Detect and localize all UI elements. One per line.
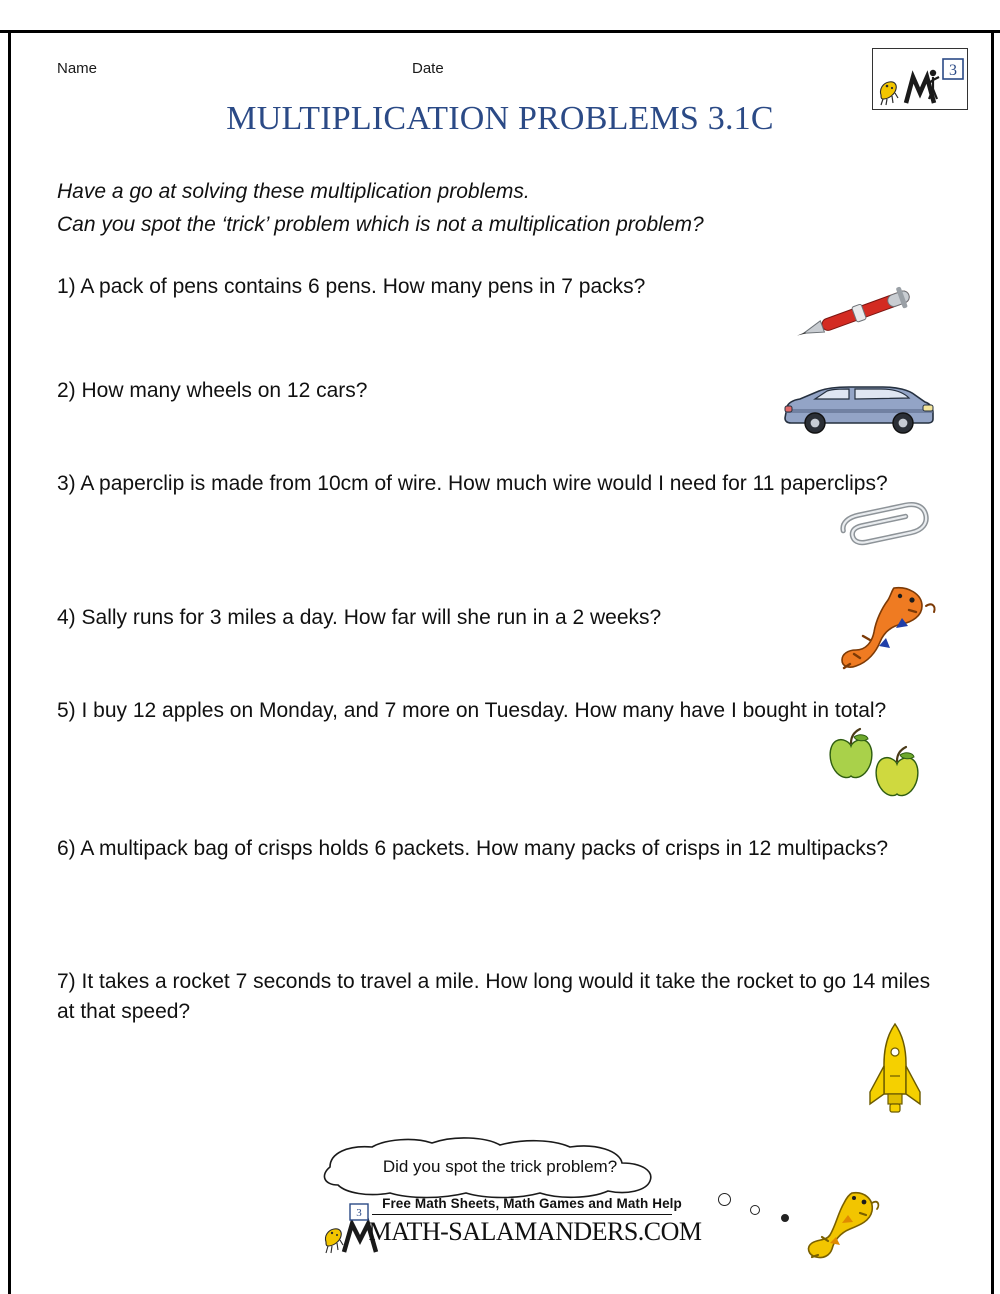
footer-tagline: Free Math Sheets, Math Games and Math Help [382,1196,682,1211]
problem-item: 6) A multipack bag of crisps holds 6 packets. How many packs of crisps in 12 multipacks? [57,837,889,860]
problem-item: 4) Sally runs for 3 miles a day. How far will she run in a 2 weeks? [57,606,662,629]
instruction-line-1: Have a go at solving these multiplication problems. [57,180,530,203]
problem-item: 3) A paperclip is made from 10cm of wire. How much wire would I need for 11 paperclips? [57,472,888,495]
paperclip-icon [830,500,940,560]
bubble-dot-medium [750,1205,760,1215]
speech-bubble-icon [290,1137,710,1199]
pen-icon [790,272,940,352]
rocket-icon [850,1020,940,1120]
lizard-icon [830,580,940,680]
page-border-top [0,30,1000,33]
footer-divider [372,1214,672,1215]
svg-text:3: 3 [356,1207,362,1219]
instructions [57,176,937,241]
name-label: Name [57,60,98,77]
footer [320,1196,720,1247]
apples-icon [810,715,945,805]
salamander-logo-svg [873,49,969,111]
date-label: Date [412,60,444,77]
problem-item: 1) A pack of pens contains 6 pens. How many pens in 7 packs? [57,275,646,298]
car-icon [775,378,940,438]
svg-text:3: 3 [949,62,957,79]
speech-bubble-text: Did you spot the trick problem? [382,1157,618,1176]
problem-item: 2) How many wheels on 12 cars? [57,379,368,402]
footer-site-url[interactable]: MATH-SALAMANDERS.COM [368,1217,702,1246]
bubble-dot-small [781,1214,789,1222]
problem-item: 5) I buy 12 apples on Monday, and 7 more on Tuesday. How many have I bought in total? [57,699,887,722]
page-border-right [991,30,994,1294]
page-border-left [8,30,11,1294]
problem-item: 7) It takes a rocket 7 seconds to travel a mile. How long would it take the rocket to go 14 miles at that speed? [57,970,931,1024]
instruction-line-2: Can you spot the ‘trick’ problem which is not a multiplication problem? [57,212,704,236]
page-title: MULTIPLICATION PROBLEMS 3.1C [226,100,774,137]
salamander-mascot-icon [800,1185,880,1260]
salamander-logo-icon [872,48,968,110]
